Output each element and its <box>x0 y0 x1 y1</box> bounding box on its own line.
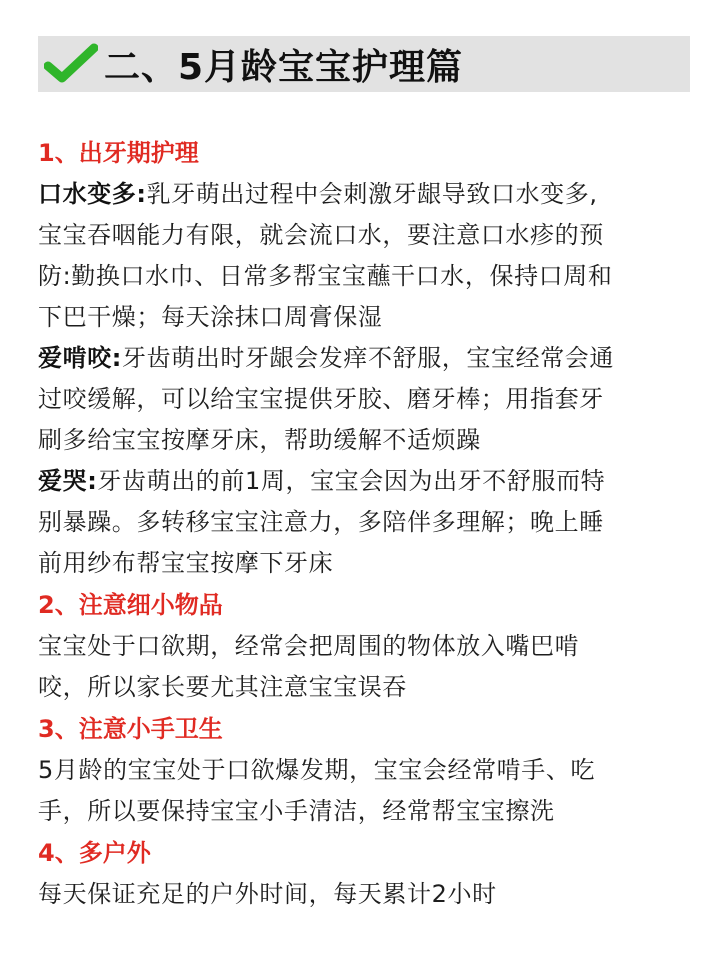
line-text: 下巴干燥；每天涂抹口周膏保湿 <box>38 303 383 331</box>
paragraph <box>38 750 698 832</box>
title-banner <box>38 36 690 92</box>
text-line <box>38 626 698 667</box>
section <box>38 584 698 708</box>
text-line <box>38 750 698 791</box>
line-text: 5月龄的宝宝处于口欲爆发期，宝宝会经常啃手、吃 <box>38 756 596 784</box>
text-line <box>38 420 698 461</box>
section-heading: 2、注意细小物品 <box>38 591 223 619</box>
text-line <box>38 543 698 584</box>
text-line <box>38 174 698 215</box>
text-line <box>38 874 698 915</box>
section <box>38 708 698 832</box>
paragraph <box>38 338 698 461</box>
line-text: 过咬缓解，可以给宝宝提供牙胶、磨牙棒；用指套牙 <box>38 385 604 413</box>
paragraph-lead-label: 爱哭: <box>38 467 98 495</box>
text-line <box>38 461 698 502</box>
text-line <box>38 379 698 420</box>
paragraph <box>38 874 698 915</box>
paragraph <box>38 626 698 708</box>
line-text: 防:勤换口水巾、日常多帮宝宝蘸干口水，保持口周和 <box>38 262 613 290</box>
text-line <box>38 297 698 338</box>
line-text: 刷多给宝宝按摩牙床，帮助缓解不适烦躁 <box>38 426 481 454</box>
line-text: 乳牙萌出过程中会刺激牙龈导致口水变多, <box>146 180 598 208</box>
page-title: 二、5月龄宝宝护理篇 <box>104 46 464 88</box>
paragraph-lead-label: 爱啃咬: <box>38 344 122 372</box>
section <box>38 832 698 915</box>
line-text: 宝宝处于口欲期，经常会把周围的物体放入嘴巴啃 <box>38 632 580 660</box>
check-icon <box>44 42 98 86</box>
text-line <box>38 338 698 379</box>
section <box>38 132 698 584</box>
section-heading: 3、注意小手卫生 <box>38 715 223 743</box>
text-line <box>38 256 698 297</box>
line-text: 牙齿萌出的前1周，宝宝会因为出牙不舒服而特 <box>97 467 606 495</box>
line-text: 别暴躁。多转移宝宝注意力，多陪伴多理解；晚上睡 <box>38 508 604 536</box>
section-heading: 1、出牙期护理 <box>38 139 199 167</box>
paragraph <box>38 174 698 338</box>
article-body <box>38 132 698 915</box>
paragraph-lead-label: 口水变多: <box>38 180 147 208</box>
text-line <box>38 215 698 256</box>
line-text: 前用纱布帮宝宝按摩下牙床 <box>38 549 334 577</box>
paragraph <box>38 461 698 584</box>
line-text: 宝宝吞咽能力有限，就会流口水，要注意口水疹的预 <box>38 221 604 249</box>
line-text: 手，所以要保持宝宝小手清洁，经常帮宝宝擦洗 <box>38 797 555 825</box>
text-line <box>38 791 698 832</box>
text-line <box>38 667 698 708</box>
section-heading: 4、多户外 <box>38 839 151 867</box>
line-text: 咬，所以家长要尤其注意宝宝误吞 <box>38 673 407 701</box>
line-text: 每天保证充足的户外时间，每天累计2小时 <box>38 880 497 908</box>
text-line <box>38 502 698 543</box>
line-text: 牙齿萌出时牙龈会发痒不舒服，宝宝经常会通 <box>122 344 614 372</box>
